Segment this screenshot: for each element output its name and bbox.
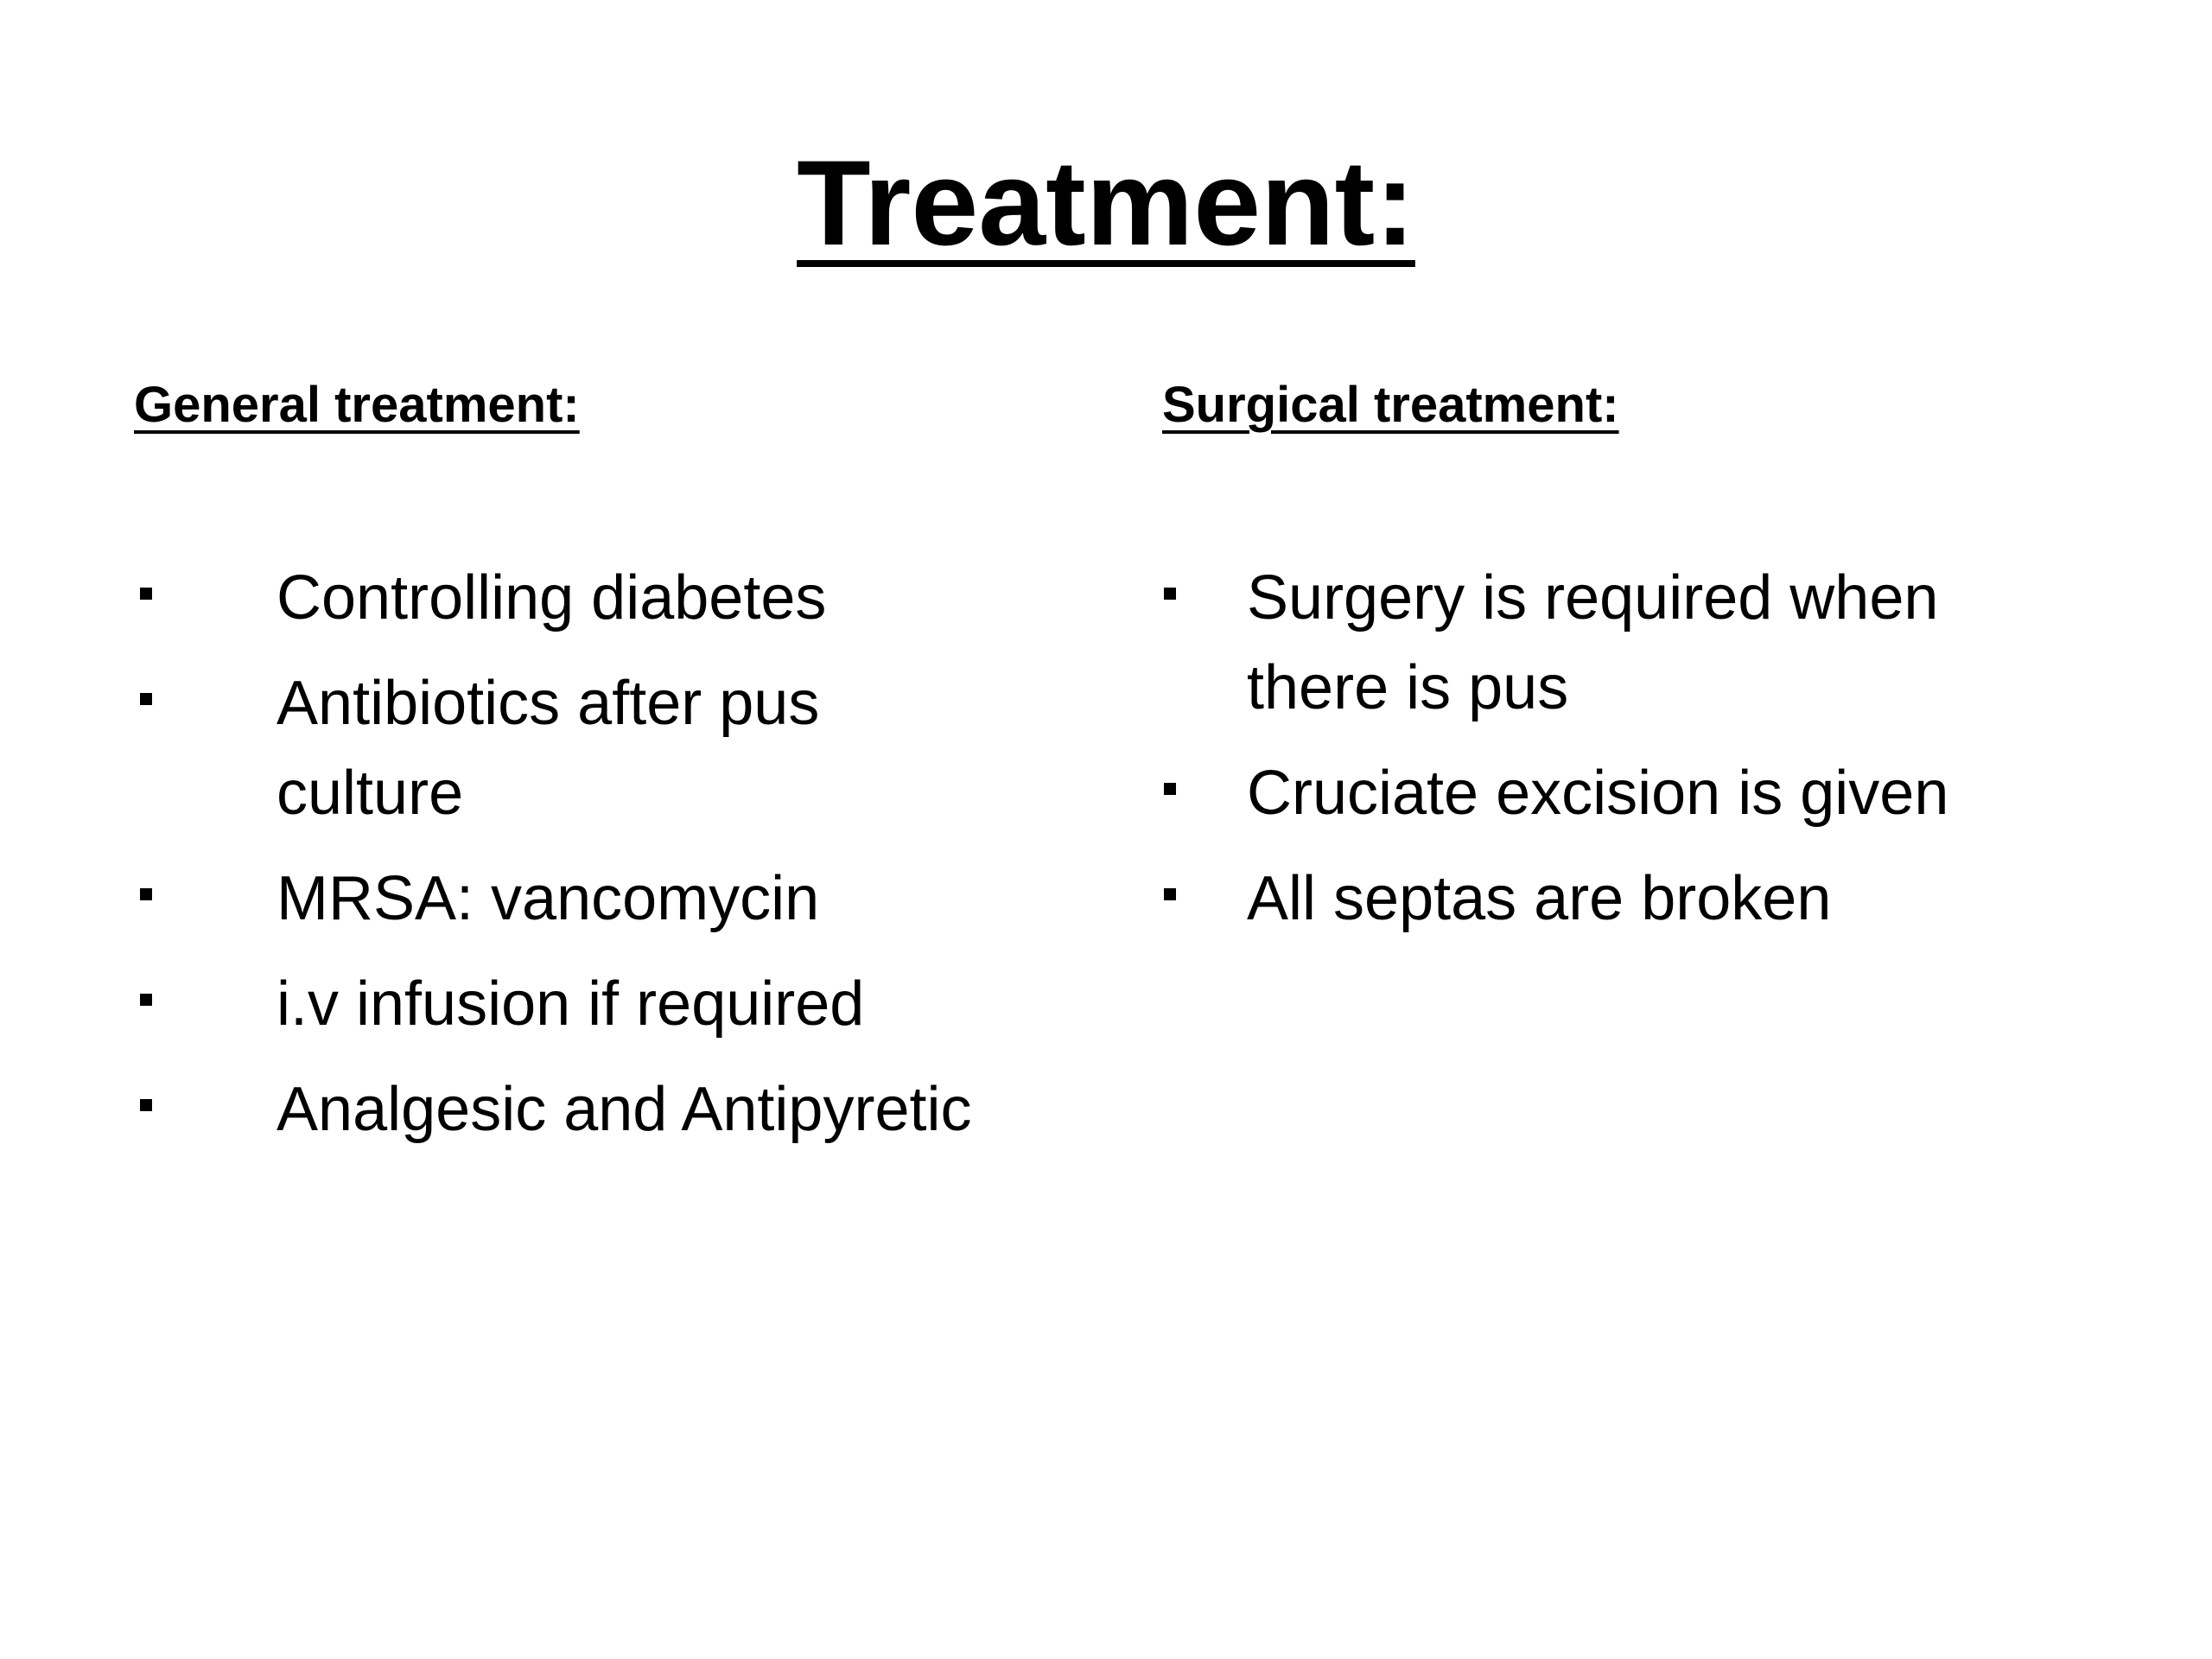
square-bullet-icon (1164, 783, 1176, 795)
general-treatment-heading: General treatment: (134, 377, 580, 433)
square-bullet-icon (140, 994, 152, 1006)
list-item (138, 658, 1123, 838)
slide-title (0, 135, 2212, 270)
list-item-text: Controlling diabetes (276, 563, 827, 632)
list-item (1162, 553, 2164, 733)
list-item-text: Antibiotics after pus culture (276, 669, 820, 828)
square-bullet-icon (140, 888, 152, 900)
list-item (138, 1065, 1123, 1154)
surgical-treatment-list (1162, 553, 2164, 959)
surgical-treatment-heading: Surgical treatment: (1162, 377, 1619, 433)
square-bullet-icon (140, 1099, 152, 1111)
list-item (138, 959, 1123, 1049)
list-item-text: Cruciate excision is given (1247, 759, 1949, 828)
general-treatment-list (138, 553, 1123, 1170)
list-item-text: Surgery is required when there is pus (1247, 563, 1939, 722)
slide-title-text: Treatment: (797, 135, 1415, 270)
list-item (1162, 748, 2164, 838)
list-item-text: MRSA: vancomycin (276, 864, 820, 933)
list-item-text: All septas are broken (1247, 864, 1832, 933)
list-item-text: i.v infusion if required (276, 969, 865, 1039)
square-bullet-icon (140, 693, 152, 705)
square-bullet-icon (1164, 588, 1176, 600)
square-bullet-icon (140, 588, 152, 600)
list-item (1162, 854, 2164, 944)
square-bullet-icon (1164, 888, 1176, 900)
list-item-text: Analgesic and Antipyretic (276, 1075, 972, 1144)
list-item (138, 854, 1123, 944)
list-item (138, 553, 1123, 643)
